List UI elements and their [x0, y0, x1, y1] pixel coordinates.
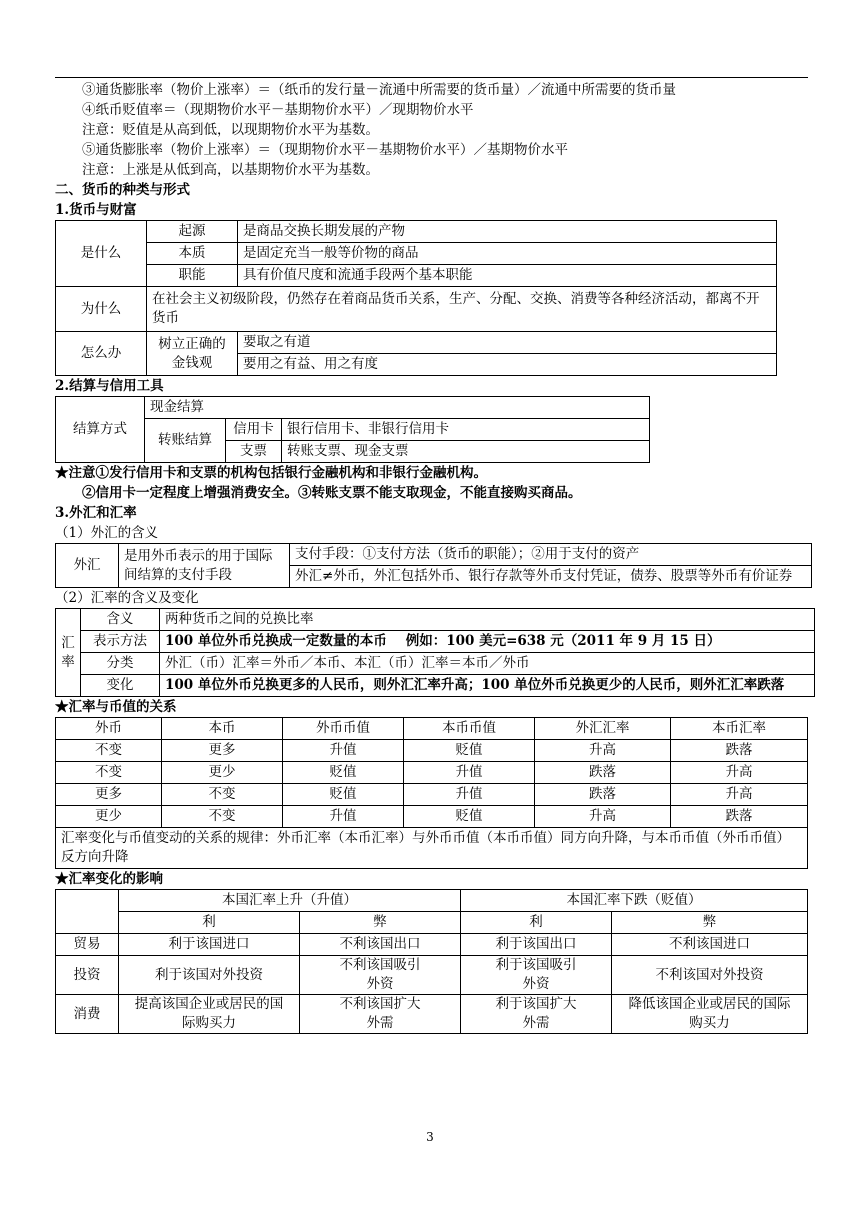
- document-page: [55, 80, 815, 1034]
- cell: 跌落: [535, 762, 671, 784]
- con-header: 弊: [612, 912, 808, 934]
- cell: 不变: [162, 806, 283, 828]
- cell: 不变: [56, 740, 162, 762]
- meaning-text: 两种货币之间的兑换比率: [160, 609, 815, 631]
- table-row: [56, 762, 808, 784]
- section-title: 二、货币的种类与形式: [55, 182, 190, 198]
- cell: 升值: [283, 806, 404, 828]
- rate-label: 汇率: [56, 609, 81, 697]
- rate-table: [55, 608, 815, 697]
- cell: 更多: [56, 784, 162, 806]
- cell: 不变: [56, 762, 162, 784]
- con-header: 弊: [300, 912, 461, 934]
- pro-header: 利: [119, 912, 300, 934]
- forex-sub1: （1）外汇的含义: [55, 525, 159, 541]
- method-example: 例如：100 美元=638 元（2011 年 9 月 15 日）: [405, 633, 721, 649]
- cell: 不利该国扩大外需: [300, 995, 461, 1034]
- function-label: 职能: [147, 265, 238, 287]
- meaning-label: 含义: [81, 609, 160, 631]
- formula-3: ③通货膨胀率（物价上涨率）＝（纸币的发行量－流通中所需要的货币量）／流通中所需要的货币量: [82, 82, 676, 98]
- how-label: 怎么办: [56, 332, 147, 376]
- cell: 不利该国对外投资: [612, 956, 808, 995]
- cell: 升值: [404, 784, 535, 806]
- method-cell: [160, 631, 815, 653]
- change-label: 变化: [81, 675, 160, 697]
- table-row: [56, 784, 808, 806]
- cell: 更少: [56, 806, 162, 828]
- forex-label: 外汇: [56, 544, 119, 588]
- cell: 贬值: [404, 806, 535, 828]
- relation-rule: 汇率变化与币值变动的关系的规律：外币汇率（本币汇率）与外币币值（本币币值）同方向升降，与本币币值（外币币值）反方向升降: [56, 828, 808, 869]
- cell: 升高: [671, 762, 808, 784]
- cell: 跌落: [671, 740, 808, 762]
- page-number: 3: [426, 1130, 434, 1144]
- money-table: [55, 220, 777, 376]
- method-text: 100 单位外币兑换成一定数量的本币: [165, 633, 387, 649]
- card-text: 银行信用卡、非银行信用卡: [282, 419, 650, 441]
- card-label: 信用卡: [226, 419, 282, 441]
- method-label: 表示方法: [81, 631, 160, 653]
- relation-heading: ★汇率与币值的关系: [55, 699, 177, 715]
- how-2: 要用之有益、用之有度: [238, 354, 777, 376]
- settlement-heading: 2.结算与信用工具: [55, 378, 164, 394]
- cell: 利于该国扩大外需: [461, 995, 612, 1034]
- corner-cell: [56, 890, 119, 934]
- header-cell: 本币币值: [404, 718, 535, 740]
- cheque-label: 支票: [226, 441, 282, 463]
- impact-table: [55, 889, 808, 1034]
- cell: 贬值: [404, 740, 535, 762]
- cell: 升高: [671, 784, 808, 806]
- forex-def: 是用外币表示的用于国际间结算的支付手段: [119, 544, 290, 588]
- cell: 升值: [283, 740, 404, 762]
- how-sub: 树立正确的金钱观: [147, 332, 238, 376]
- settlement-label: 结算方式: [56, 397, 145, 463]
- class-text: 外汇（币）汇率＝外币／本币、本汇（币）汇率＝本币／外币: [160, 653, 815, 675]
- cheque-text: 转账支票、现金支票: [282, 441, 650, 463]
- cell: 升值: [404, 762, 535, 784]
- header-cell: 外汇汇率: [535, 718, 671, 740]
- cell: 更多: [162, 740, 283, 762]
- change-text: 100 单位外币兑换更多的人民币，则外汇汇率升高；100 单位外币兑换更少的人民币，则外汇汇率跌落: [160, 675, 815, 697]
- header-cell: 本币: [162, 718, 283, 740]
- cell: 不利该国进口: [612, 934, 808, 956]
- header-cell: 外币币值: [283, 718, 404, 740]
- settlement-note-2: ②信用卡一定程度上增强消费安全。③转账支票不能支取现金，不能直接购买商品。: [82, 485, 582, 501]
- cell: 跌落: [671, 806, 808, 828]
- header-cell: 外币: [56, 718, 162, 740]
- rate-sub2: （2）汇率的含义及变化: [55, 590, 199, 606]
- note-5: 注意：上涨是从低到高，以基期物价水平为基数。: [82, 162, 379, 178]
- origin-text: 是商品交换长期发展的产物: [238, 221, 777, 243]
- formula-4: ④纸币贬值率＝（现期物价水平－基期物价水平）／现期物价水平: [82, 102, 474, 118]
- cell: 升高: [535, 806, 671, 828]
- formula-5: ⑤通货膨胀率（物价上涨率）＝（现期物价水平－基期物价水平）／基期物价水平: [82, 142, 568, 158]
- cell: 跌落: [535, 784, 671, 806]
- cell: 利于该国吸引外资: [461, 956, 612, 995]
- table-row: [56, 740, 808, 762]
- down-header: 本国汇率下跌（贬值）: [461, 890, 808, 912]
- note-4: 注意：贬值是从高到低，以现期物价水平为基数。: [82, 122, 379, 138]
- forex-heading: 3.外汇和汇率: [55, 505, 137, 521]
- cell: 不利该国出口: [300, 934, 461, 956]
- cell: 贬值: [283, 784, 404, 806]
- how-1: 要取之有道: [238, 332, 777, 354]
- cell: 不变: [162, 784, 283, 806]
- cell: 更少: [162, 762, 283, 784]
- trade-label: 贸易: [56, 934, 119, 956]
- table-row: [56, 806, 808, 828]
- forex-r1: 支付手段：①支付方法（货币的职能）；②用于支付的资产: [290, 544, 812, 566]
- header-cell: 本币汇率: [671, 718, 808, 740]
- settlement-note-1: ★注意①发行信用卡和支票的机构包括银行金融机构和非银行金融机构。: [55, 465, 487, 481]
- what-label: 是什么: [56, 221, 147, 287]
- table-row: [56, 995, 808, 1034]
- consume-label: 消费: [56, 995, 119, 1034]
- cell: 不利该国吸引外资: [300, 956, 461, 995]
- function-text: 具有价值尺度和流通手段两个基本职能: [238, 265, 777, 287]
- cell: 贬值: [283, 762, 404, 784]
- relation-table: [55, 717, 808, 869]
- why-text: 在社会主义初级阶段，仍然存在着商品货币关系，生产、分配、交换、消费等各种经济活动，都离不开货币: [147, 287, 777, 332]
- impact-heading: ★汇率变化的影响: [55, 871, 163, 887]
- cell: 降低该国企业或居民的国际购买力: [612, 995, 808, 1034]
- invest-label: 投资: [56, 956, 119, 995]
- header-rule: [55, 77, 808, 78]
- cell: 升高: [535, 740, 671, 762]
- origin-label: 起源: [147, 221, 238, 243]
- transfer-label: 转账结算: [145, 419, 226, 463]
- why-label: 为什么: [56, 287, 147, 332]
- cell: 利于该国进口: [119, 934, 300, 956]
- essence-text: 是固定充当一般等价物的商品: [238, 243, 777, 265]
- cell: 利于该国出口: [461, 934, 612, 956]
- table-row: [56, 934, 808, 956]
- cell: 提高该国企业或居民的国际购买力: [119, 995, 300, 1034]
- cell: 利于该国对外投资: [119, 956, 300, 995]
- forex-table: [55, 543, 812, 588]
- cash-label: 现金结算: [145, 397, 650, 419]
- money-heading: 1.货币与财富: [55, 202, 137, 218]
- table-row: [56, 956, 808, 995]
- settlement-table: [55, 396, 650, 463]
- up-header: 本国汇率上升（升值）: [119, 890, 461, 912]
- essence-label: 本质: [147, 243, 238, 265]
- forex-r2: 外汇≠外币，外汇包括外币、银行存款等外币支付凭证，债券、股票等外币有价证券: [290, 566, 812, 588]
- pro-header: 利: [461, 912, 612, 934]
- class-label: 分类: [81, 653, 160, 675]
